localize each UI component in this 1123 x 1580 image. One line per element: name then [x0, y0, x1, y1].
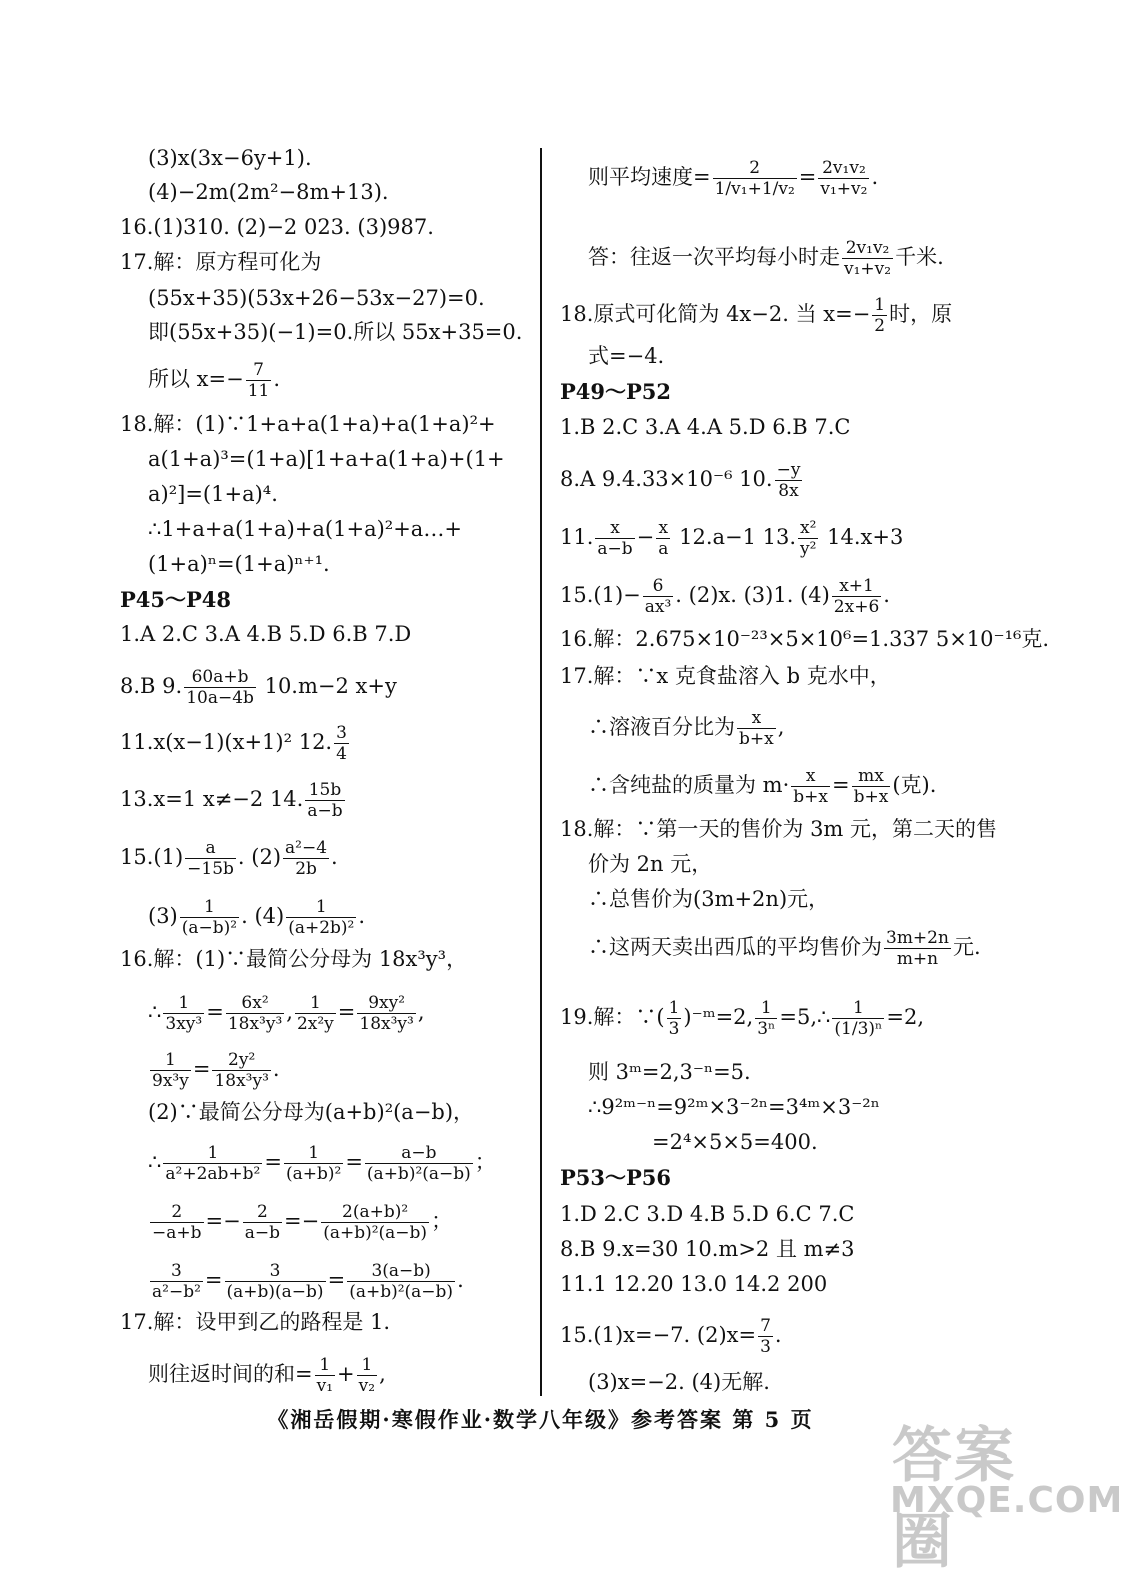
answer-line: 8.A 9.4.33×10⁻⁶ 10. $\frac{-y}{8x}$ — [560, 460, 801, 501]
watermark-logo — [886, 1408, 1123, 1577]
fraction: $\frac{3}{\text{a²−b²}}$ — [152, 1261, 201, 1302]
answer-line: 1.D 2.C 3.D 4.B 5.D 6.C 7.C — [560, 1202, 855, 1226]
answer-line: a(1+a)³=(1+a)[1+a+a(1+a)+(1+ — [148, 447, 505, 471]
fraction: $\frac{\text{2y²}}{\text{18x³y³}}$ — [214, 1050, 269, 1091]
fraction: $\frac{2}{\text{1/v₁+1/v₂}}$ — [714, 158, 795, 199]
section-heading: P45～P48 — [120, 587, 232, 612]
answer-line: a)²]=(1+a)⁴. — [148, 482, 278, 506]
answer-line: (55x+35)(53x+26−53x−27)=0. — [148, 286, 485, 310]
answer-line: 8.B 9.x=30 10.m>2 且 m≠3 — [560, 1237, 855, 1261]
answer-line: 则 3ᵐ=2,3⁻ⁿ=5. — [588, 1060, 751, 1084]
fraction: $\frac{x}{b+x}$ — [739, 708, 774, 749]
answer-line: 即(55x+35)(−1)=0.所以 55x+35=0. — [148, 320, 523, 344]
fraction: $\frac{-y}{8x}$ — [776, 460, 801, 501]
fraction: $\frac{1}{3}$ — [668, 998, 680, 1039]
fraction: $\frac{x}{a-b}$ — [597, 518, 633, 559]
answer-line: $\frac{3}{\text{a²−b²}}$ = $\frac{3}{(a+b)(a-b)}$ = $\frac{3(a-b)}{\text{(a+b)²(a−b)}}$ . — [152, 1261, 464, 1302]
fraction: $\frac{1}{\text{(a+2b)²}}$ — [288, 897, 355, 938]
fraction: $\frac{\text{9xy²}}{\text{18x³y³}}$ — [359, 993, 414, 1034]
answer-line: 16.解：(1)∵最简公分母为 18x³y³， — [120, 947, 468, 971]
answer-line: 16.解：2.675×10⁻²³×5×10⁶=1.337 5×10⁻¹⁶克. — [560, 627, 1050, 651]
fraction: $\frac{x}{b+x}$ — [793, 766, 828, 807]
answer-line: 15.(1) $\frac{a}{-15b}$ . (2) $\frac{\text{a²−4}}{2b}$ . — [120, 838, 338, 879]
section-heading: P49～P52 — [560, 379, 672, 404]
fraction: $\frac{3}{4}$ — [336, 723, 347, 764]
answer-line: 17.解：原方程可化为 — [120, 250, 322, 274]
answer-line: ∴总售价为(3m+2n)元， — [588, 887, 830, 911]
fraction: $\frac{7}{11}$ — [247, 360, 270, 401]
answer-line: ∴这两天卖出西瓜的平均售价为 $\frac{3m+2n}{m+n}$ 元. — [588, 928, 981, 969]
answer-line: 17.解：∵x 克食盐溶入 b 克水中， — [560, 664, 891, 688]
fraction: $\frac{a-b}{\text{(a+b)²(a−b)}}$ — [366, 1143, 471, 1184]
answer-line: 价为 2n 元， — [588, 852, 713, 876]
fraction: $\frac{3(a-b)}{\text{(a+b)²(a−b)}}$ — [349, 1261, 454, 1302]
answer-line: (3)x(3x−6y+1). — [148, 146, 312, 170]
answer-line: ∴ $\frac{1}{\text{a²+2ab+b²}}$ = $\frac{1}{\text{(a+b)²}}$ = $\frac{a-b}{\text{(a+b)²(a−b)}}$ ； — [148, 1143, 496, 1184]
answer-line: ∴含纯盐的质量为 m· $\frac{x}{b+x}$ = $\frac{mx}{b+x}$ (克). — [588, 766, 937, 807]
fraction: $\frac{3}{(a+b)(a-b)}$ — [226, 1261, 324, 1302]
fraction: $\frac{1}{\text{a²+2ab+b²}}$ — [165, 1143, 261, 1184]
fraction: $\frac{1}{\text{(a+b)²}}$ — [285, 1143, 342, 1184]
answer-line: =2⁴×5×5=400. — [652, 1130, 818, 1154]
answer-line: 11.x(x−1)(x+1)² 12. $\frac{3}{4}$ — [120, 723, 347, 764]
answer-line: (4)−2m(2m²−8m+13). — [148, 180, 389, 204]
answer-line: 1.B 2.C 3.A 4.A 5.D 6.B 7.C — [560, 415, 851, 439]
watermark-text: 答案圈 — [892, 1421, 1016, 1577]
fraction: $\frac{\text{2v₁v₂}}{\text{v₁+v₂}}$ — [844, 238, 892, 279]
answer-line: 11.1 12.20 13.0 14.2 200 — [560, 1272, 828, 1296]
answer-line: 18.原式可化简为 4x−2. 当 x=− $\frac{1}{2}$ 时，原 — [560, 295, 953, 336]
fraction: $\frac{7}{3}$ — [760, 1316, 771, 1357]
fraction: $\frac{1}{\text{v₂}}$ — [358, 1355, 376, 1396]
answer-line: 则往返时间的和= $\frac{1}{\text{v₁}}$ + $\frac{1}{\text{v₂}}$ , — [148, 1355, 386, 1396]
answer-line: 所以 x=− $\frac{7}{11}$ . — [148, 360, 281, 401]
answer-line: 18.解：(1)∵1+a+a(1+a)+a(1+a)²+ — [120, 412, 496, 436]
fraction: $\frac{60a+b}{10a-4b}$ — [186, 667, 254, 708]
answer-line: ∴溶液百分比为 $\frac{x}{b+x}$ , — [588, 708, 785, 749]
answer-line: ∴ $\frac{1}{\text{3xy³}}$ = $\frac{\text{6x²}}{\text{18x³y³}}$ , $\frac{1}{\text{2x²y}}$ = $\frac{\text{9xy²}}{\text{18x³y³}}$ , — [148, 993, 425, 1034]
fraction: $\frac{1}{2}$ — [874, 295, 886, 336]
answer-line: 16.(1)310. (2)−2 023. (3)987. — [120, 215, 434, 239]
fraction: $\frac{1}{\text{3xy³}}$ — [165, 993, 203, 1034]
fraction: $\frac{\text{6x²}}{\text{18x³y³}}$ — [227, 993, 283, 1034]
answer-line: 11. $\frac{x}{a-b}$ − $\frac{x}{a}$ 12.a−1 13. $\frac{\text{x²}}{\text{y²}}$ 14.x+3 — [560, 518, 904, 559]
answer-line: 式=−4. — [588, 344, 665, 368]
answer-line: 则平均速度= $\frac{2}{\text{1/v₁+1/v₂}}$ = $\frac{\text{2v₁v₂}}{\text{v₁+v₂}}$ . — [588, 158, 879, 199]
fraction: $\frac{6}{\text{ax³}}$ — [644, 576, 672, 617]
answer-line: 15.(1)x=−7. (2)x= $\frac{7}{3}$ . — [560, 1316, 782, 1357]
answer-line: (1+a)ⁿ=(1+a)ⁿ⁺¹. — [148, 552, 330, 576]
answer-line: 17.解：设甲到乙的路程是 1. — [120, 1310, 391, 1334]
fraction: $\frac{\text{2(a+b)²}}{\text{(a+b)²(a−b)}}$ — [323, 1202, 428, 1243]
fraction: $\frac{\text{2v₁v₂}}{\text{v₁+v₂}}$ — [820, 158, 868, 199]
answer-line: 13.x=1 x≠−2 14. $\frac{15b}{a-b}$ — [120, 780, 343, 821]
answer-line: (3)x=−2. (4)无解. — [588, 1370, 770, 1394]
fraction: $\frac{a}{-15b}$ — [187, 838, 234, 879]
fraction: $\frac{x}{a}$ — [658, 518, 669, 559]
answer-line: 8.B 9. $\frac{60a+b}{10a-4b}$ 10.m−2 x+y — [120, 667, 397, 708]
fraction: $\frac{1}{\text{v₁}}$ — [316, 1355, 334, 1396]
answer-line: 1.A 2.C 3.A 4.B 5.D 6.B 7.D — [120, 622, 412, 646]
answer-line: 答：往返一次平均每小时走 $\frac{\text{2v₁v₂}}{\text{v₁+v₂}}$ 千米. — [588, 238, 944, 279]
column-divider — [540, 148, 542, 1396]
fraction: $\frac{1}{\text{9x³y}}$ — [152, 1050, 189, 1091]
answer-line: 18.解：∵第一天的售价为 3m 元，第二天的售 — [560, 817, 998, 841]
answer-line: 19.解：∵( $\frac{1}{3}$ )⁻ᵐ=2, $\frac{1}{\text{3ⁿ}}$ =5,∴ $\frac{1}{\text{(1/3)ⁿ}}$ =2, — [560, 998, 925, 1039]
fraction: $\frac{1}{\text{3ⁿ}}$ — [757, 998, 776, 1039]
fraction: $\frac{x+1}{2x+6}$ — [833, 576, 880, 617]
answer-line: $\frac{1}{\text{9x³y}}$ = $\frac{\text{2y²}}{\text{18x³y³}}$ . — [152, 1050, 280, 1091]
fraction: $\frac{2}{a-b}$ — [244, 1202, 280, 1243]
answer-line: ∴9²ᵐ⁻ⁿ=9²ᵐ×3⁻²ⁿ=3⁴ᵐ×3⁻²ⁿ — [588, 1095, 880, 1119]
fraction: $\frac{1}{\text{2x²y}}$ — [296, 993, 334, 1034]
answer-line: 15.(1)− $\frac{6}{\text{ax³}}$ . (2)x. (3)1. (4) $\frac{x+1}{2x+6}$ . — [560, 576, 890, 617]
fraction: $\frac{1}{\text{(1/3)ⁿ}}$ — [834, 998, 883, 1039]
fraction: $\frac{mx}{b+x}$ — [853, 766, 889, 807]
fraction: $\frac{3m+2n}{m+n}$ — [886, 928, 949, 969]
fraction: $\frac{\text{a²−4}}{2b}$ — [285, 838, 328, 879]
section-heading: P53～P56 — [560, 1165, 672, 1190]
fraction: $\frac{1}{\text{(a−b)²}}$ — [181, 897, 238, 938]
answer-line: (2)∵最简公分母为(a+b)²(a−b)， — [148, 1100, 475, 1124]
watermark-url: MXQE.COM — [890, 1480, 1123, 1521]
fraction: $\frac{2}{-a+b}$ — [152, 1202, 202, 1243]
fraction: $\frac{\text{x²}}{\text{y²}}$ — [800, 518, 817, 559]
answer-line: (3) $\frac{1}{\text{(a−b)²}}$ . (4) $\frac{1}{\text{(a+2b)²}}$ . — [148, 897, 366, 938]
fraction: $\frac{15b}{a-b}$ — [307, 780, 343, 821]
page-footer: 《湘岳假期·寒假作业·数学八年级》参考答案 第 5 页 — [267, 1407, 814, 1432]
answer-line: ∴1+a+a(1+a)+a(1+a)²+a…+ — [148, 517, 462, 541]
answer-line: $\frac{2}{-a+b}$ =− $\frac{2}{a-b}$ =− $\frac{\text{2(a+b)²}}{\text{(a+b)²(a−b)}}$ ； — [152, 1202, 453, 1243]
